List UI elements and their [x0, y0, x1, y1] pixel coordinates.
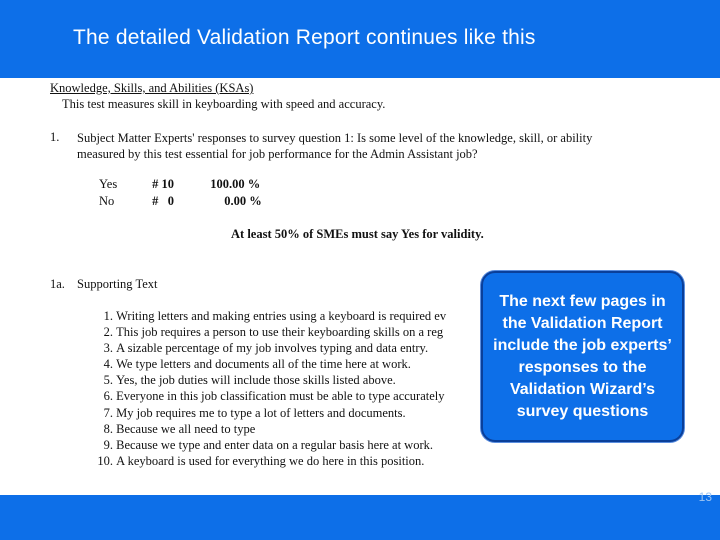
list-item-number: 10.	[97, 453, 113, 468]
slide-title: The detailed Validation Report continues like this	[73, 26, 536, 49]
list-item-number: 3.	[103, 341, 113, 356]
question-number: 1.	[50, 130, 60, 144]
list-item-number: 5.	[103, 373, 113, 388]
supporting-heading: Supporting Text	[77, 277, 158, 291]
list-item	[86, 356, 446, 372]
list-item-number: 9.	[103, 437, 113, 452]
list-item	[86, 324, 446, 340]
list-item-text: My job requires me to type a lot of letters and documents.	[116, 405, 406, 420]
validity-note: At least 50% of SMEs must say Yes for validity.	[231, 227, 484, 241]
list-item	[86, 340, 446, 356]
response-row-no	[99, 194, 262, 209]
list-item-text: A keyboard is used for everything we do here in this position.	[116, 453, 425, 468]
list-item-text: This job requires a person to use their keyboarding skills on a reg	[116, 325, 444, 340]
ksa-intro: This test measures skill in keyboarding with speed and accuracy.	[62, 97, 386, 111]
question-text	[77, 130, 592, 162]
list-item	[86, 372, 446, 388]
supporting-list	[86, 308, 446, 469]
list-item-text: Because we type and enter data on a regular basis here at work.	[116, 437, 434, 452]
title-bar	[0, 0, 720, 78]
list-item-number: 1.	[103, 309, 113, 323]
list-item-number: 8.	[103, 421, 113, 436]
list-item	[86, 308, 446, 324]
supporting-number: 1a.	[50, 277, 65, 291]
ksa-heading: Knowledge, Skills, and Abilities (KSAs)	[50, 81, 254, 95]
list-item-text: We type letters and documents all of the time here at work.	[116, 357, 411, 372]
response-row-yes	[99, 177, 260, 192]
list-item	[86, 437, 446, 453]
response-percent: 0.00 %	[224, 194, 262, 208]
list-item	[86, 421, 446, 437]
response-count: # 10	[152, 177, 174, 191]
list-item	[86, 405, 446, 421]
response-count: # 0	[152, 194, 174, 208]
list-item-text: Writing letters and making entries using a keyboard is required ev	[116, 309, 447, 323]
page-number: 13	[698, 490, 712, 504]
list-item-number: 6.	[103, 389, 113, 404]
question-line-2: measured by this test essential for job performance for the Admin Assistant job?	[77, 147, 478, 161]
list-item-number: 4.	[103, 357, 113, 372]
callout-text: The next few pages in the Validation Report include the job experts’ responses to the Validation Wizard’s survey questions	[493, 292, 672, 420]
response-percent: 100.00 %	[210, 177, 261, 191]
list-item-text: Yes, the job duties will include those skills listed above.	[116, 373, 396, 388]
list-item	[86, 453, 446, 469]
question-line-1: Subject Matter Experts' responses to survey question 1: Is some level of the knowledge, skill, or ability	[77, 131, 593, 145]
list-item-number: 7.	[103, 405, 113, 420]
list-item-number: 2.	[103, 325, 113, 340]
list-item-text: Because we all need to type	[116, 421, 256, 436]
callout-box	[481, 271, 684, 442]
footer-bar	[0, 490, 720, 540]
list-item-text: Everyone in this job classification must be able to type accurately	[116, 389, 445, 404]
list-item	[86, 388, 446, 404]
response-label: No	[99, 194, 115, 208]
response-label: Yes	[99, 177, 118, 191]
list-item-text: A sizable percentage of my job involves typing and data entry.	[116, 341, 429, 356]
